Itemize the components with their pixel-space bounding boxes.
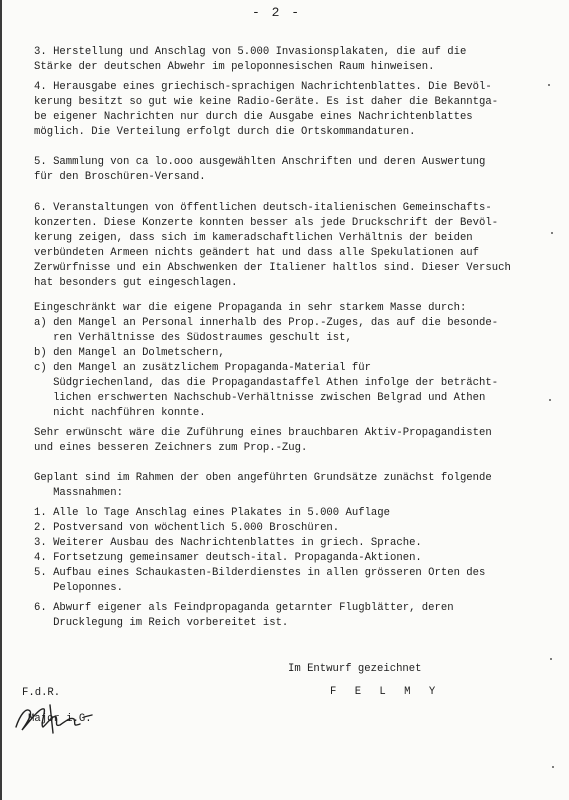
text-line: nicht nachführen konnte. <box>34 407 206 419</box>
text-line: 6. Abwurf eigener als Feindpropaganda getarnter Flugblätter, deren <box>34 602 454 614</box>
text-line: hat besonders gut eingeschlagen. <box>34 277 238 289</box>
text-line: möglich. Die Verteilung erfolgt durch die Ortskommandaturen. <box>34 126 416 138</box>
text-line: Peloponnes. <box>34 582 124 594</box>
text-line: konzerten. Diese Konzerte konnten besser als jede Druckschrift der Bevöl- <box>34 217 499 229</box>
text-line: für den Broschüren-Versand. <box>34 171 206 183</box>
text-line: kerung besitzt so gut wie keine Radio-Geräte. Es ist daher die Bekanntga- <box>34 96 499 108</box>
text-line: 5. Aufbau eines Schaukasten-Bilderdienstes in allen grösseren Orten des <box>34 567 486 579</box>
fdr-mark: F.d.R. <box>22 687 61 699</box>
text-line: ren Verhältnisse des Südostraumes geschult ist, <box>34 332 352 344</box>
text-line: 5. Sammlung von ca lo.ooo ausgewählten Anschriften und deren Auswertung <box>34 156 486 168</box>
text-line: Stärke der deutschen Abwehr im peloponnesischen Raum hinweisen. <box>34 61 435 73</box>
signer-name: F E L M Y <box>330 686 442 698</box>
text-line: 4. Fortsetzung gemeinsamer deutsch-ital. Propaganda-Aktionen. <box>34 552 422 564</box>
text-line: kerung zeigen, dass sich im kameradschaftlichen Verhältnis der beiden <box>34 232 473 244</box>
text-line: 1. Alle lo Tage Anschlag eines Plakates in 5.000 Auflage <box>34 507 391 519</box>
draft-signed-note: Im Entwurf gezeichnet <box>288 663 422 675</box>
page-edge <box>0 0 2 800</box>
text-line: und eines besseren Zeichners zum Prop.-Zug. <box>34 442 308 454</box>
text-line: Zerwürfnisse und ein Abschwenken der Italiener haltlos sind. Dieser Versuch <box>34 262 511 274</box>
signer-rank: Major i.G. <box>28 713 92 725</box>
text-line: Sehr erwünscht wäre die Zuführung eines brauchbaren Aktiv-Propagandisten <box>34 427 492 439</box>
text-line: 4. Herausgabe eines griechisch-sprachigen Nachrichtenblattes. Die Bevöl- <box>34 81 492 93</box>
page-number: - 2 - <box>252 5 302 20</box>
text-line: verbündeten Armeen nichts geändert hat und dass alle Spekulationen auf <box>34 247 480 259</box>
text-line: a) den Mangel an Personal innerhalb des Prop.-Zuges, das auf die besonde- <box>34 317 499 329</box>
text-line: Massnahmen: <box>34 487 124 499</box>
text-line: Südgriechenland, das die Propagandastaffel Athen infolge der beträcht- <box>34 377 499 389</box>
text-line: b) den Mangel an Dolmetschern, <box>34 347 225 359</box>
text-line: be eigener Nachrichten nur durch die Ausgabe eines Nachrichtenblattes <box>34 111 473 123</box>
text-line: Geplant sind im Rahmen der oben angeführten Grundsätze zunächst folgende <box>34 472 492 484</box>
text-line: 2. Postversand von wöchentlich 5.000 Broschüren. <box>34 522 340 534</box>
text-line: lichen erschwerten Nachschub-Verhältnisse zwischen Belgrad und Athen <box>34 392 486 404</box>
text-line: Drucklegung im Reich vorbereitet ist. <box>34 617 289 629</box>
text-line: 6. Veranstaltungen von öffentlichen deutsch-italienischen Gemeinschafts- <box>34 202 492 214</box>
text-line: 3. Herstellung und Anschlag von 5.000 Invasionsplakaten, die auf die <box>34 46 467 58</box>
text-line: 3. Weiterer Ausbau des Nachrichtenblattes in griech. Sprache. <box>34 537 422 549</box>
text-line: c) den Mangel an zusätzlichem Propaganda-Material für <box>34 362 371 374</box>
text-line: Eingeschränkt war die eigene Propaganda in sehr starkem Masse durch: <box>34 302 467 314</box>
